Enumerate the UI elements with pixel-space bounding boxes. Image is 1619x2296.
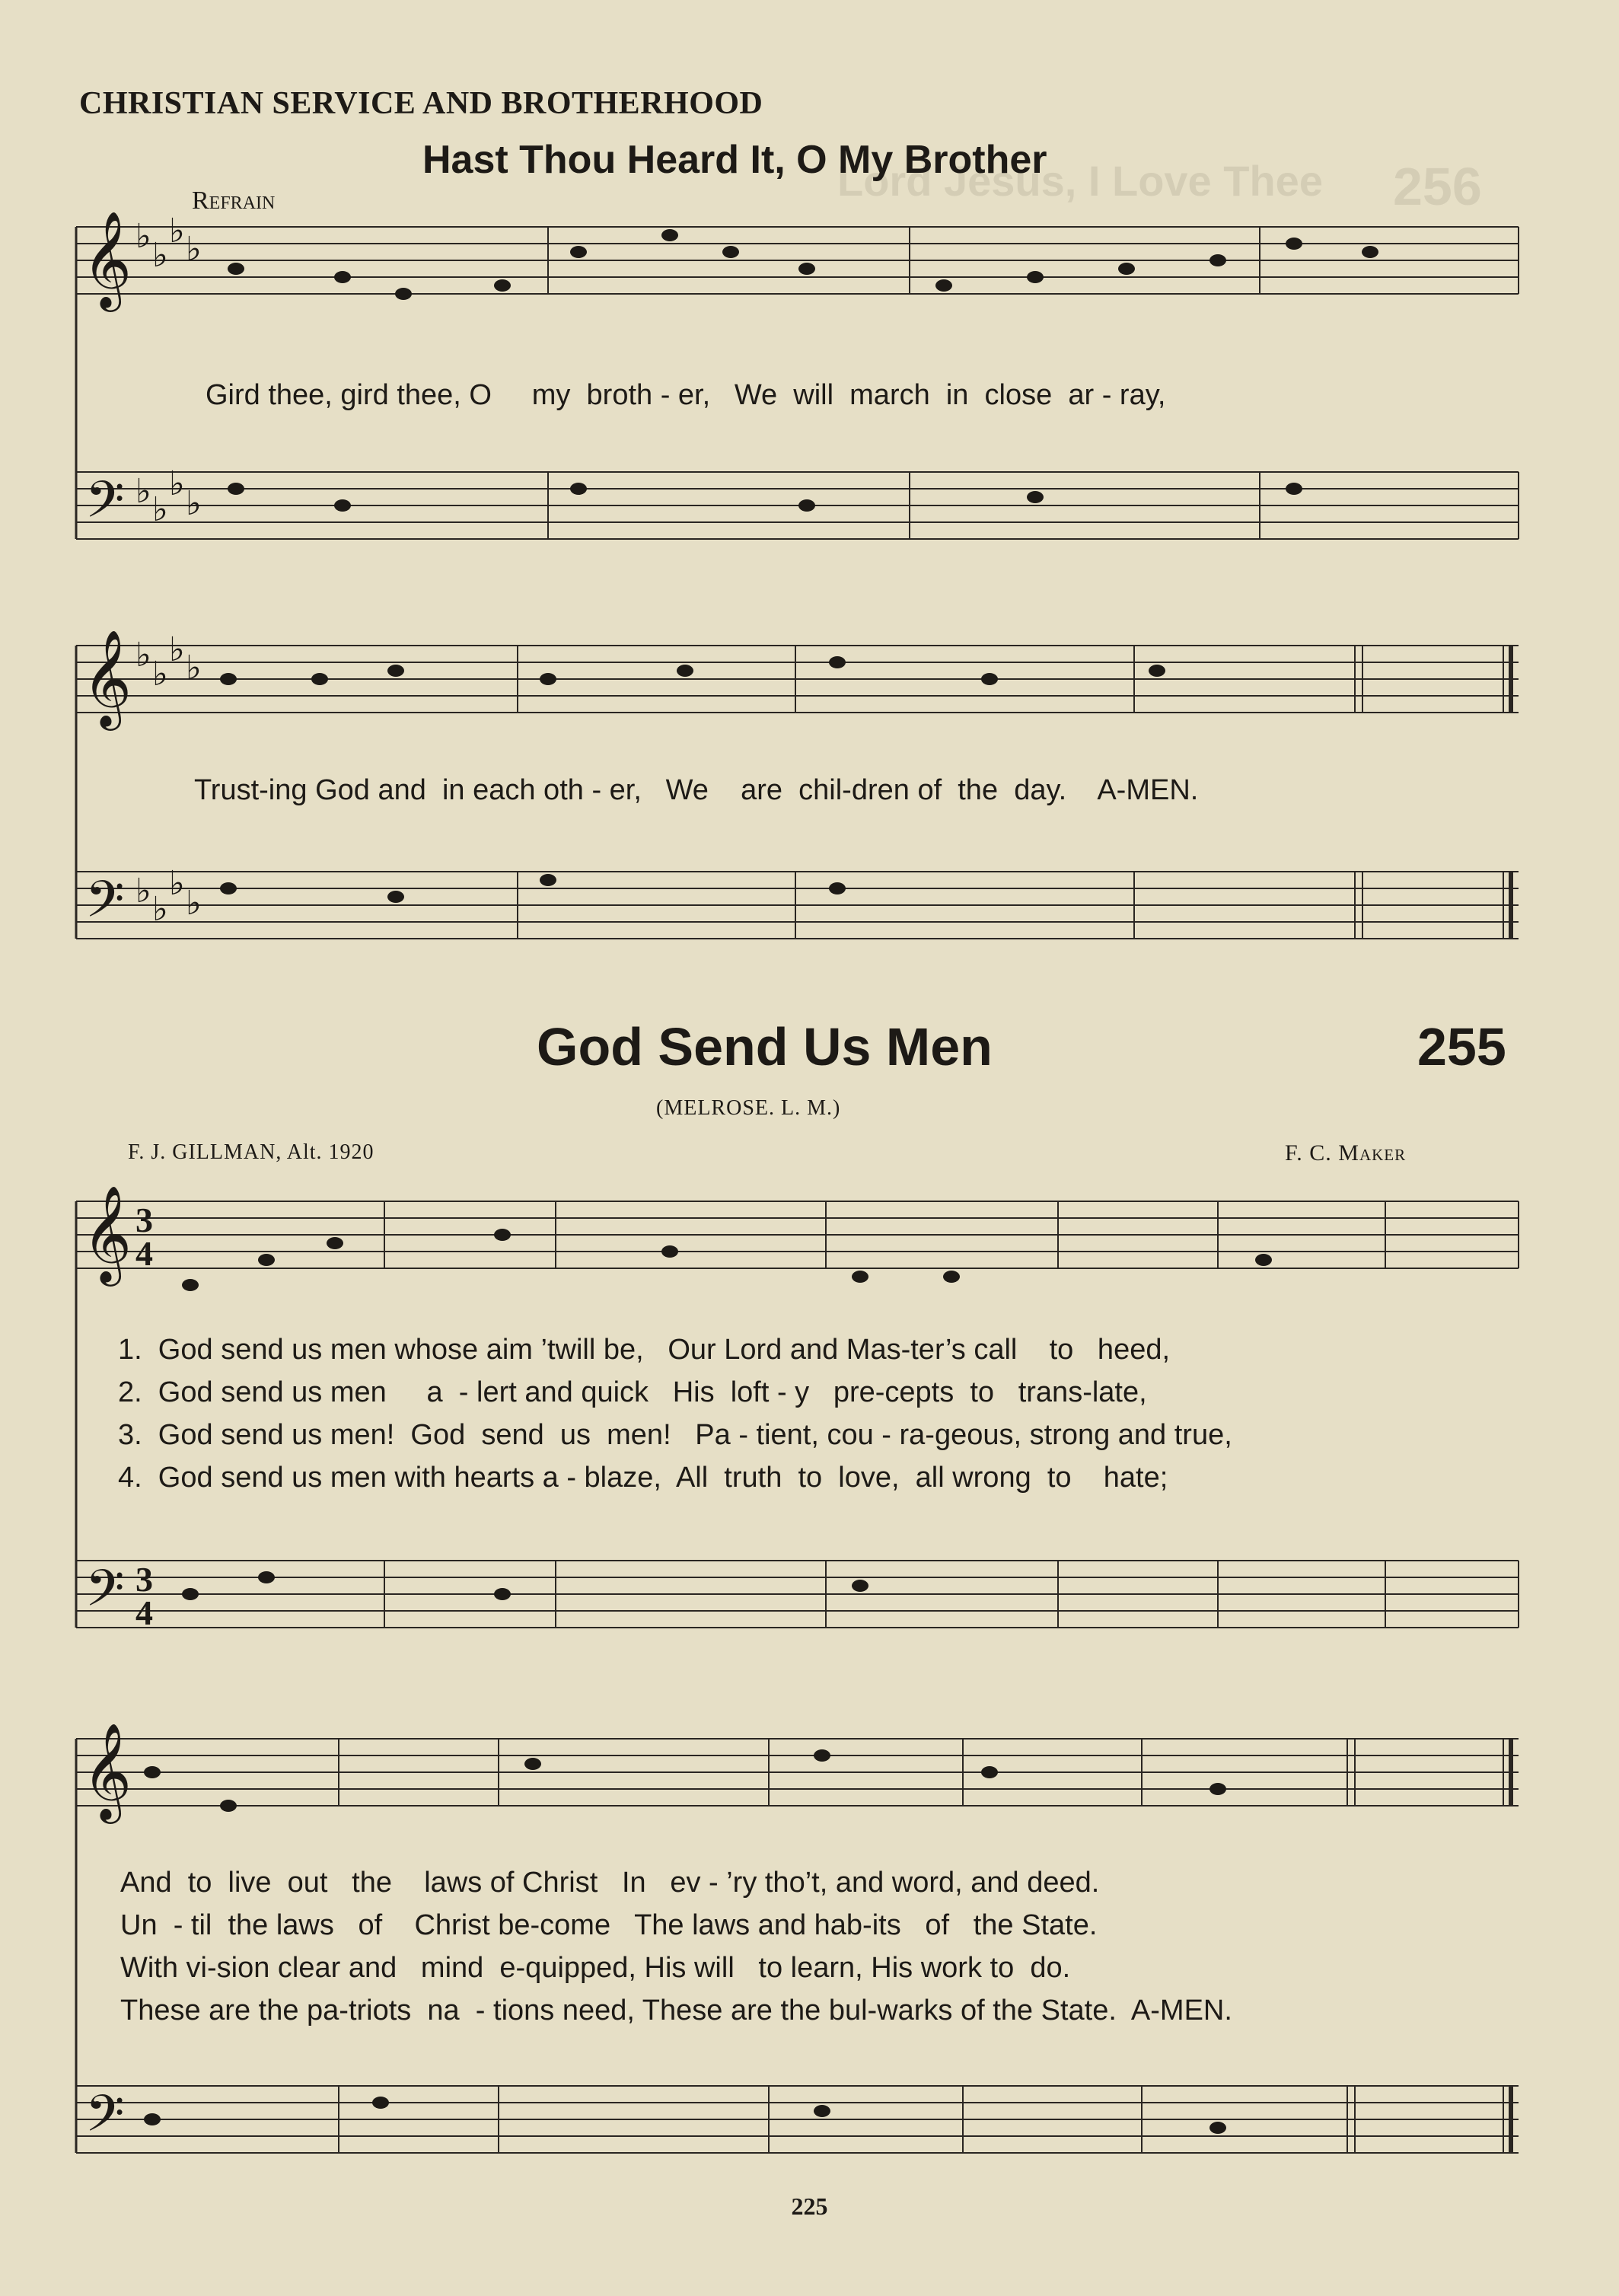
svg-text:𝄢: 𝄢 [85, 1559, 125, 1630]
svg-text:𝄢: 𝄢 [85, 2084, 125, 2155]
hymn-author: F. J. GILLMAN, Alt. 1920 [128, 1140, 374, 1164]
hymn-number: 255 [1417, 1017, 1506, 1076]
verse3-line2: With vi-sion clear and mind e-quipped, His will to learn, His work to do. [120, 1952, 1071, 1984]
hymn2-title: God Send Us Men [537, 1017, 993, 1076]
verse2-line1: 2. God send us men a - lert and quick His loft - y pre-cepts to trans-late, [118, 1376, 1147, 1408]
svg-text:♭: ♭ [135, 472, 151, 511]
svg-text:𝄞: 𝄞 [82, 210, 132, 308]
svg-text:𝄞: 𝄞 [82, 1185, 132, 1282]
svg-text:♭: ♭ [186, 484, 202, 523]
verse4-line2: These are the pa-triots na - tions need, These are the bul-warks of the State. A-MEN. [120, 1995, 1232, 2027]
svg-text:♭: ♭ [152, 490, 168, 529]
svg-text:♭: ♭ [152, 236, 168, 275]
hymn1-system2-bass [76, 872, 1519, 939]
hymn2-system2-bass [76, 2086, 1519, 2153]
hymn-composer: F. C. Maker [1285, 1140, 1407, 1166]
svg-text:♭: ♭ [169, 630, 185, 669]
svg-text:4: 4 [135, 1593, 153, 1632]
verse1-line1: 1. God send us men whose aim ’twill be, Our Lord and Mas-ter’s call to heed, [118, 1334, 1171, 1366]
svg-text:♭: ♭ [135, 636, 151, 674]
hymn1-system1-bass [76, 472, 1519, 539]
hymn1-lyrics-line2: Trust-ing God and in each oth - er, We are chil-dren of the day. A-MEN. [194, 774, 1199, 806]
verse-lines-a [118, 1328, 1232, 1499]
hymn2-system2-treble [76, 1739, 1519, 1806]
verse1-line2: And to live out the laws of Christ In ev - ’ry tho’t, and word, and deed. [120, 1867, 1100, 1899]
verse3-line1: 3. God send us men! God send us men! Pa - tient, cou - ra-geous, strong and true, [118, 1419, 1232, 1451]
svg-text:𝄞: 𝄞 [82, 629, 132, 726]
svg-text:♭: ♭ [186, 649, 202, 687]
svg-text:3: 3 [135, 1560, 153, 1599]
svg-text:𝄢: 𝄢 [85, 870, 125, 941]
svg-text:♭: ♭ [135, 217, 151, 256]
page-number: 225 [791, 2192, 828, 2220]
svg-text:♭: ♭ [152, 890, 168, 929]
hymn1-title: Hast Thou Heard It, O My Brother [422, 138, 1047, 182]
verse4-line1: 4. God send us men with hearts a - blaze, All truth to love, all wrong to hate; [118, 1462, 1168, 1494]
bleed-through-title: Lord Jesus, I Love Thee [837, 157, 1323, 205]
verse2-line2: Un - til the laws of Christ be-come The laws and hab-its of the State. [120, 1909, 1098, 1941]
hymn1-lyrics-line1: Gird thee, gird thee, O my broth - er, We will march in close ar - ray, [206, 379, 1166, 411]
hymn2-system1-bass [76, 1561, 1519, 1628]
svg-text:♭: ♭ [152, 655, 168, 694]
bleed-through-number: 256 [1393, 157, 1482, 216]
svg-text:♭: ♭ [169, 864, 185, 903]
svg-text:♭: ♭ [186, 884, 202, 923]
verse-lines-b [120, 1861, 1232, 2032]
svg-text:♭: ♭ [186, 230, 202, 269]
hymn2-system1-treble [76, 1201, 1519, 1268]
refrain-label: Refrain [192, 187, 276, 215]
svg-text:𝄞: 𝄞 [82, 1722, 132, 1819]
svg-text:♭: ♭ [169, 212, 185, 250]
hymn1-system2-treble [76, 646, 1519, 713]
svg-text:♭: ♭ [135, 872, 151, 910]
section-heading: CHRISTIAN SERVICE AND BROTHERHOOD [79, 86, 763, 121]
svg-text:𝄢: 𝄢 [85, 470, 125, 541]
svg-text:4: 4 [135, 1234, 153, 1273]
svg-text:3: 3 [135, 1201, 153, 1239]
hymn1-system1-treble [76, 227, 1519, 294]
tune-meter: (MELROSE. L. M.) [656, 1096, 841, 1120]
svg-text:♭: ♭ [169, 464, 185, 503]
